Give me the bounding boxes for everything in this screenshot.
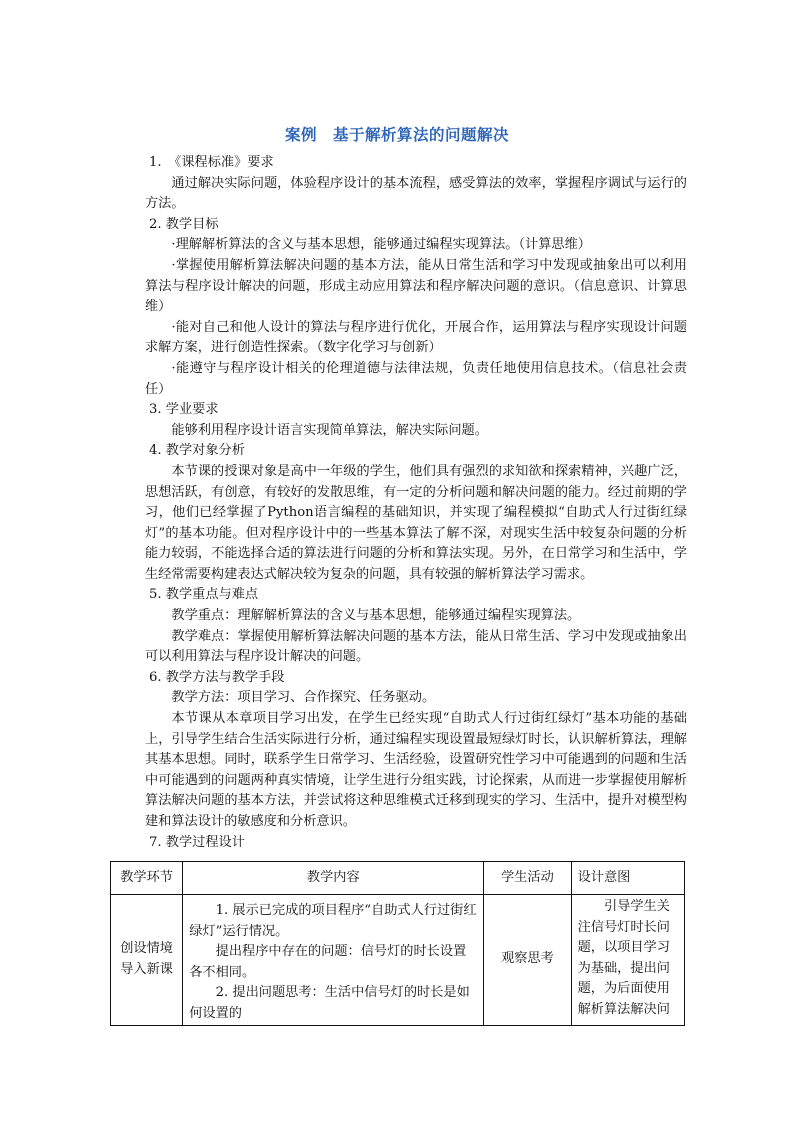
intent-text: 引导学生关注信号灯时长问题，以项目学习为基础，提出问题，为后面使用解析算法解决问 bbox=[577, 899, 670, 1017]
teaching-methods: 教学方法：项目学习、合作探究、任务驱动。 bbox=[171, 690, 436, 706]
section-3-text: 能够利用程序设计语言实现简单算法，解决实际问题。 bbox=[171, 422, 488, 438]
section-2-heading: 2. 教学目标 bbox=[149, 216, 219, 232]
table-header-cell: 教学环节 bbox=[111, 862, 183, 895]
teaching-key-point: 教学重点：理解解析算法的含义与基本思想，能够通过编程实现算法。 bbox=[171, 608, 581, 624]
content-item: 1. 展示已完成的项目程序“自助式人行过街红绿灯”运行情况。 bbox=[189, 903, 477, 939]
section-6-heading: 6. 教学方法与教学手段 bbox=[149, 669, 285, 685]
teaching-difficult-point: 教学难点：掌握使用解析算法解决问题的基本方法，能从日常生活、学习中发现或抽象出可以利用算法与程序设计解决的问题。 bbox=[145, 628, 687, 665]
teaching-process-table bbox=[110, 861, 685, 1026]
document-body bbox=[145, 153, 687, 853]
section-3-heading: 3. 学业要求 bbox=[149, 402, 219, 418]
table-header-cell: 设计意图 bbox=[571, 862, 684, 895]
table-header-row bbox=[111, 862, 685, 895]
objective-item: ·能遵守与程序设计相关的伦理道德与法律法规，负责任地使用信息技术。（信息社会责任） bbox=[145, 360, 687, 397]
section-4-text: 本节课的授课对象是高中一年级的学生，他们具有强烈的求知欲和探索精神，兴趣广泛，思想活跃，有创意，有较好的发散思维，有一定的分析问题和解决问题的能力。经过前期的学习，他们已经掌握了Python语言编程的基础知识，并实现了编程模拟“自助式人行过街红绿灯”的基本功能。但对程序设计中的一些基本算法了解不深，对现实生活中较复杂问题的分析能力较弱，不能选择合适的算法进行问题的分析和算法实现。另外，在日常学习和生活中，学生经常需要构建表达式解决较为复杂的问题，具有较强的解析算法学习需求。 bbox=[145, 463, 687, 582]
section-6-text: 本节课从本章项目学习出发，在学生已经实现“自助式人行过街红绿灯”基本功能的基础上，引导学生结合生活实际进行分析，通过编程实现设置最短绿灯时长，认识解析算法，理解其基本思想。同时，联系学生日常学习、生活经验，设置研究性学习中可能遇到的问题和生活中可能遇到的问题两种真实情境，让学生进行分组实践，讨论探索，从而进一步掌握使用解析算法解决问题的基本方法，并尝试将这种思维模式迁移到现实的学习、生活中，提升对模型构建和算法设计的敏感度和分析意识。 bbox=[145, 711, 687, 829]
table-header-cell: 教学内容 bbox=[183, 862, 484, 895]
section-7-heading: 7. 教学过程设计 bbox=[149, 834, 245, 850]
section-4-heading: 4. 教学对象分析 bbox=[149, 443, 245, 459]
table-cell-content bbox=[183, 895, 484, 1026]
objective-item: ·理解解析算法的含义与基本思想，能够通过编程实现算法。（计算思维） bbox=[171, 237, 591, 253]
page-title: 案例 基于解析算法的问题解决 bbox=[284, 126, 509, 144]
table-header-cell: 学生活动 bbox=[484, 862, 571, 895]
objective-item: ·能对自己和他人设计的算法与程序进行优化，开展合作，运用算法与程序实现设计问题求解方案，进行创造性探索。（数字化学习与创新） bbox=[145, 319, 687, 356]
section-1-heading: 1. 《课程标准》要求 bbox=[149, 155, 274, 170]
section-1-text: 通过解决实际问题，体验程序设计的基本流程，感受算法的效率，掌握程序调试与运行的方法。 bbox=[145, 175, 687, 212]
table-row bbox=[111, 895, 685, 1026]
content-item: 提出程序中存在的问题：信号灯的时长设置各不相同。 bbox=[189, 944, 467, 980]
table-cell-intent bbox=[571, 895, 684, 1026]
section-5-heading: 5. 教学重点与难点 bbox=[149, 587, 259, 603]
table-cell-activity: 观察思考 bbox=[484, 895, 571, 1026]
content-item: 2. 提出问题思考：生活中信号灯的时长是如何设置的 bbox=[189, 985, 470, 1021]
objective-item: ·掌握使用解析算法解决问题的基本方法，能从日常生活和学习中发现或抽象出可以利用算法与程序设计解决的问题，形成主动应用算法和程序解决问题的意识。（信息意识、计算思维） bbox=[145, 257, 687, 315]
table-cell-stage: 创设情境导入新课 bbox=[111, 895, 183, 1026]
